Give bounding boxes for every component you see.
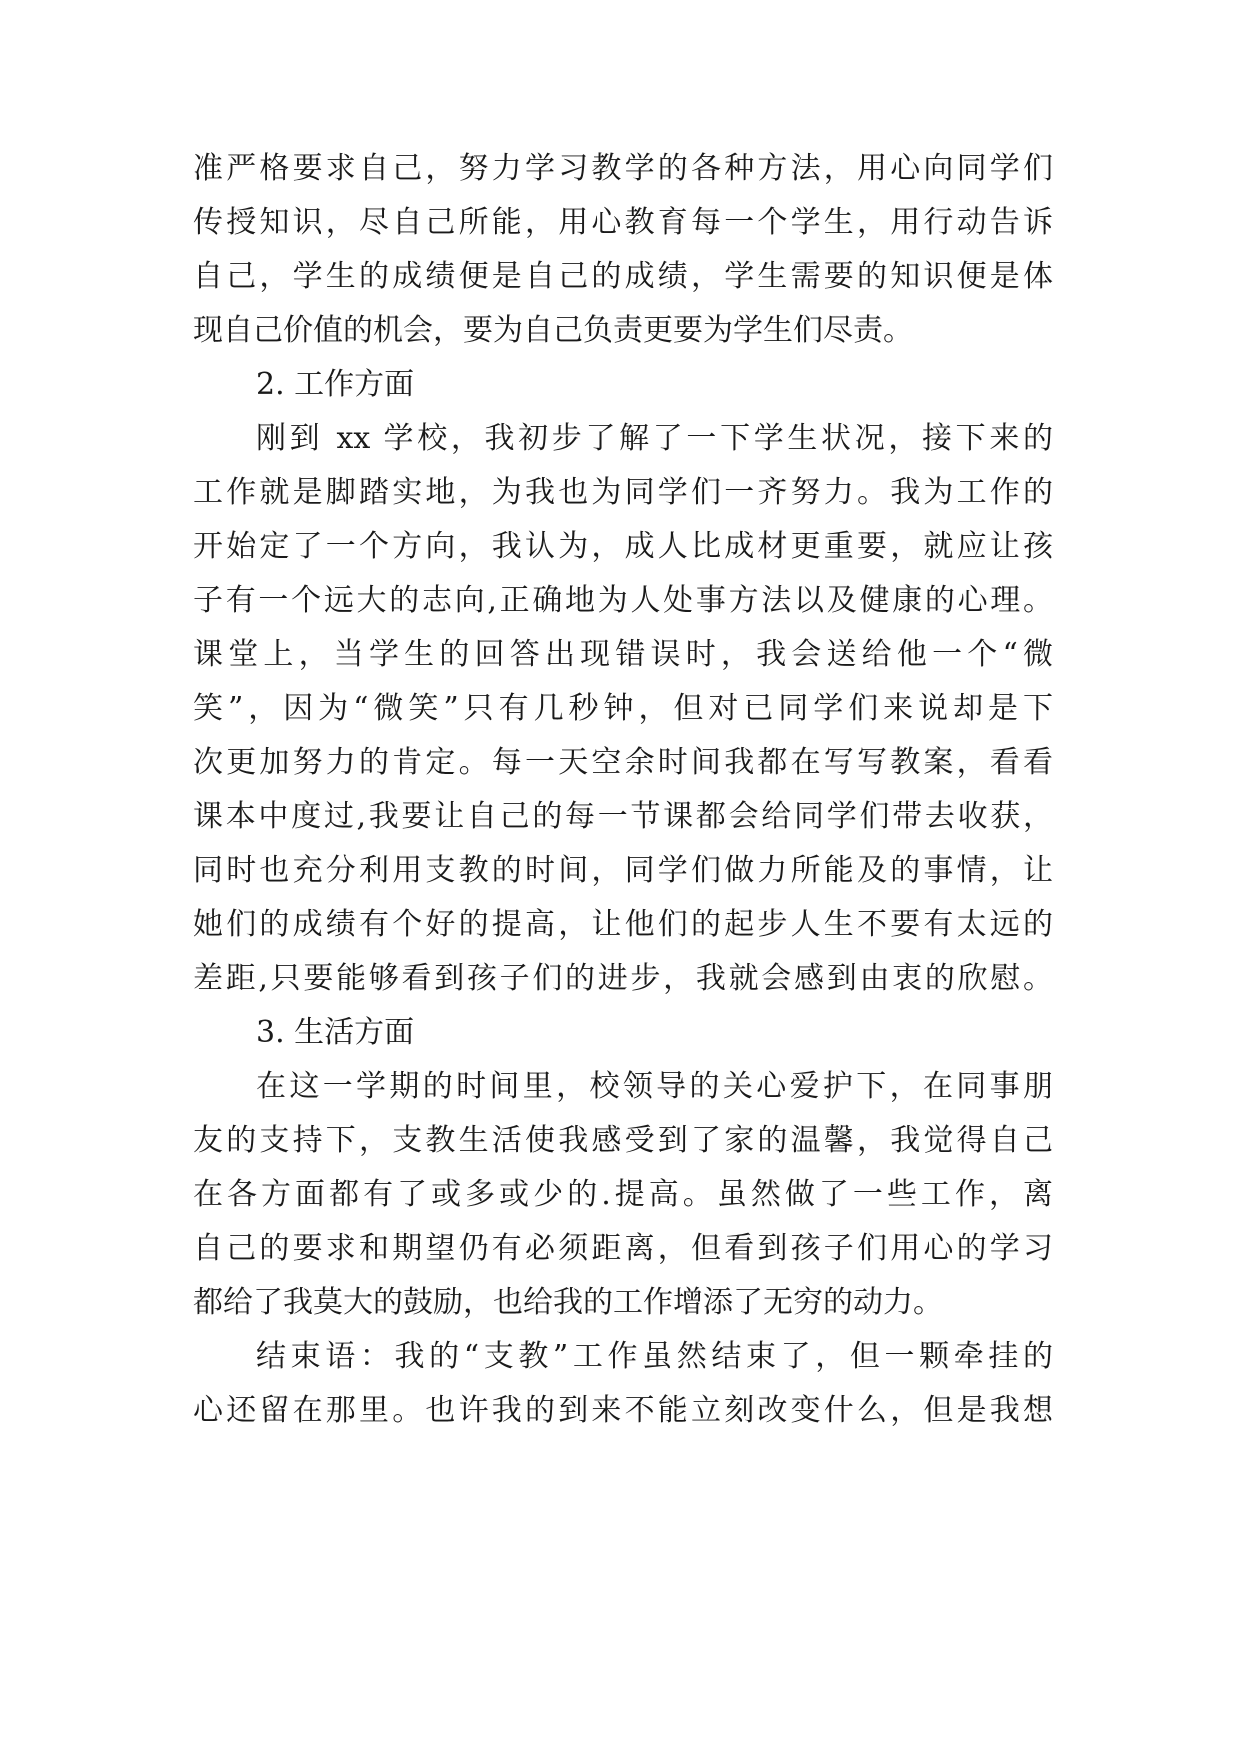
text-line: 课堂上，当学生的回答出现错误时，我会送给他一个“微 bbox=[193, 637, 1053, 672]
text-line: 在各方面都有了或多或少的.提高。虽然做了一些工作，离 bbox=[193, 1177, 1053, 1212]
text-line: 自己，学生的成绩便是自己的成绩，学生需要的知识便是体 bbox=[193, 259, 1053, 294]
text-line: 子有一个远大的志向,正确地为人处事方法以及健康的心理。 bbox=[193, 583, 1053, 618]
text-line: 准严格要求自己，努力学习教学的各种方法，用心向同学们 bbox=[193, 151, 1053, 186]
text-line: 她们的成绩有个好的提高，让他们的起步人生不要有太远的 bbox=[193, 907, 1053, 942]
text-line: 传授知识，尽自己所能，用心教育每一个学生，用行动告诉 bbox=[193, 205, 1053, 240]
section-heading: 2. 工作方面 bbox=[256, 367, 415, 402]
text-line: 结束语：我的“支教”工作虽然结束了，但一颗牵挂的 bbox=[256, 1339, 1053, 1374]
text-line: 心还留在那里。也许我的到来不能立刻改变什么，但是我想 bbox=[193, 1393, 1053, 1428]
text-line: 笑”，因为“微笑”只有几秒钟，但对已同学们来说却是下 bbox=[193, 691, 1053, 726]
text-line: 在这一学期的时间里，校领导的关心爱护下，在同事朋 bbox=[256, 1069, 1053, 1104]
text-line: 刚到 xx 学校，我初步了解了一下学生状况，接下来的 bbox=[256, 421, 1053, 456]
text-line: 现自己价值的机会，要为自己负责更要为学生们尽责。 bbox=[193, 313, 913, 348]
text-line: 同时也充分利用支教的时间，同学们做力所能及的事情，让 bbox=[193, 853, 1053, 888]
text-line: 课本中度过,我要让自己的每一节课都会给同学们带去收获， bbox=[193, 799, 1053, 834]
text-line: 次更加努力的肯定。每一天空余时间我都在写写教案，看看 bbox=[193, 745, 1053, 780]
text-line: 友的支持下，支教生活使我感受到了家的温馨，我觉得自己 bbox=[193, 1123, 1053, 1158]
text-line: 工作就是脚踏实地，为我也为同学们一齐努力。我为工作的 bbox=[193, 475, 1053, 510]
text-line: 自己的要求和期望仍有必须距离，但看到孩子们用心的学习 bbox=[193, 1231, 1053, 1266]
text-line: 都给了我莫大的鼓励，也给我的工作增添了无穷的动力。 bbox=[193, 1285, 943, 1320]
section-heading: 3. 生活方面 bbox=[256, 1015, 415, 1050]
text-line: 开始定了一个方向，我认为，成人比成材更重要，就应让孩 bbox=[193, 529, 1053, 564]
text-line: 差距,只要能够看到孩子们的进步，我就会感到由衷的欣慰。 bbox=[193, 961, 1053, 996]
